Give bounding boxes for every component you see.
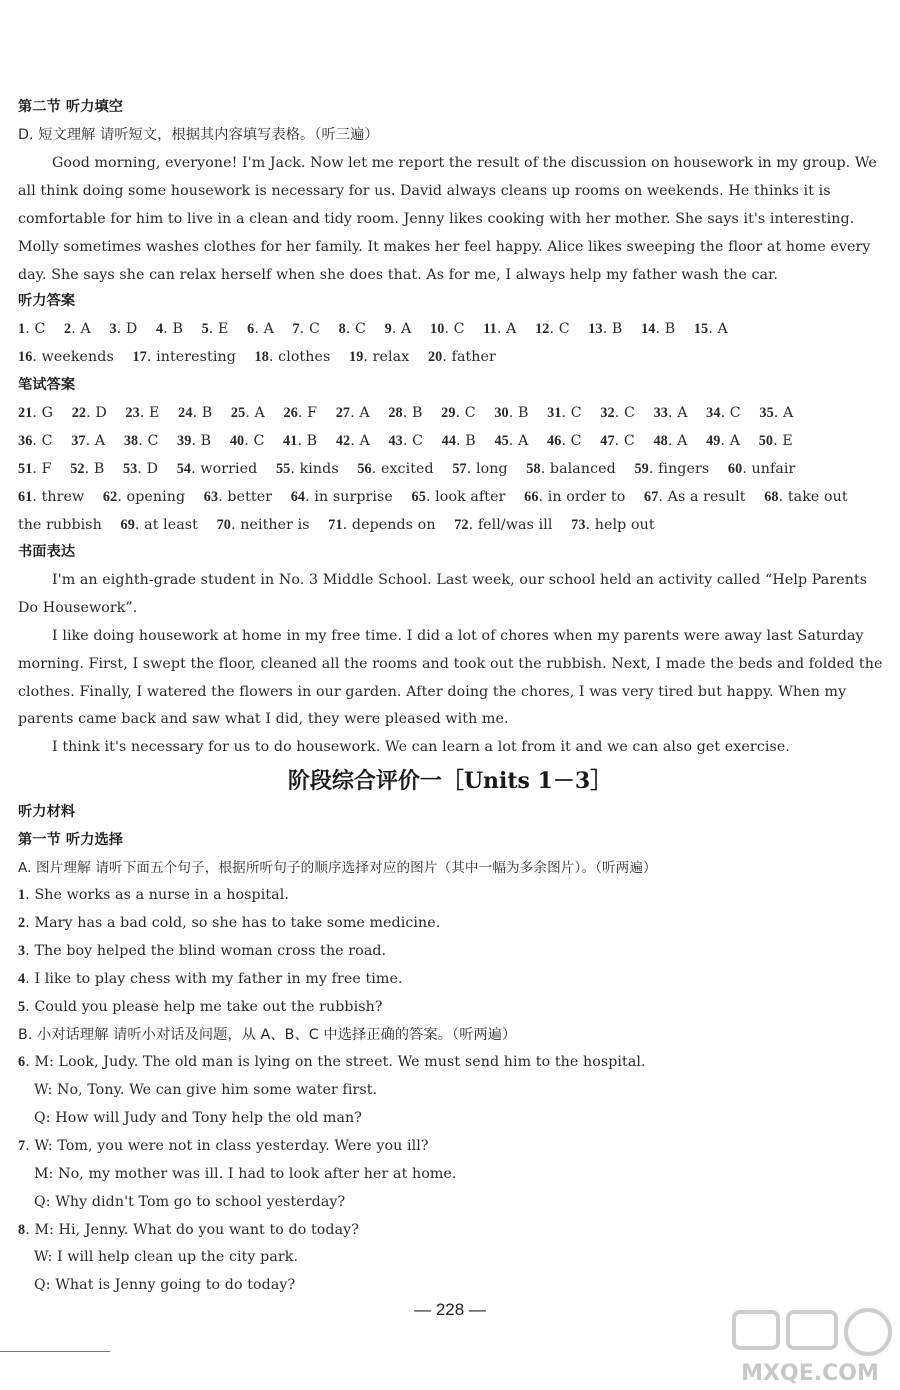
answer-number: 30 xyxy=(494,405,509,421)
answer-item: 31. C xyxy=(547,405,582,421)
passage-line: all think doing some housework is necessary for us. David always cleans up rooms on weekends. He thinks it is xyxy=(18,183,831,199)
answer-number: 32 xyxy=(600,405,615,421)
dialogue-line: M: No, my mother was ill. I had to look after her at home. xyxy=(34,1166,457,1182)
answer-value: threw xyxy=(41,489,85,505)
answer-value: C xyxy=(147,433,159,449)
answer-value: unfair xyxy=(751,461,796,477)
answer-value: C xyxy=(355,321,366,337)
answer-item: 48. A xyxy=(653,433,688,449)
writing-line: clothes. Finally, I watered the flowers in our garden. After doing the chores, I was very tired but happy. When my xyxy=(18,684,847,700)
answer-value: opening xyxy=(126,489,186,505)
answer-item: 18. clothes xyxy=(254,349,331,365)
answer-item: 11. A xyxy=(483,321,517,337)
answer-number: 14 xyxy=(641,321,656,337)
answer-value: F xyxy=(307,405,318,421)
answer-item: 1. C xyxy=(18,321,46,337)
answer-number: 37 xyxy=(71,433,86,449)
written-answers-heading: 笔试答案 xyxy=(18,377,76,393)
answer-value: take out xyxy=(787,489,848,505)
writing-line: I'm an eighth-grade student in No. 3 Middle School. Last week, our school held an activity called “Help Parents xyxy=(52,572,868,588)
answer-value: A xyxy=(677,405,688,421)
answer-row xyxy=(18,348,818,366)
answer-value: A xyxy=(783,405,794,421)
answer-value: worried xyxy=(200,461,258,477)
answer-number: 73 xyxy=(571,517,586,533)
answer-item: 49. A xyxy=(706,433,741,449)
answer-item: 68. take out xyxy=(764,489,848,505)
item-text: W: Tom, you were not in class yesterday. Were you ill? xyxy=(34,1138,429,1154)
answer-number: 23 xyxy=(125,405,140,421)
answer-value: A xyxy=(263,321,274,337)
answer-item: 40. C xyxy=(229,433,265,449)
answer-number: 50 xyxy=(758,433,774,449)
instruction-d: D. 短文理解 请听短文，根据其内容填写表格。（听三遍） xyxy=(18,127,379,143)
item-number: 6 xyxy=(18,1054,26,1070)
instruction-b: B. 小对话理解 请听小对话及问题，从 A、B、C 中选择正确的答案。（听两遍） xyxy=(18,1027,517,1043)
answer-number: 53 xyxy=(122,461,138,477)
answer-number: 1 xyxy=(18,321,26,337)
answer-number: 55 xyxy=(275,461,291,477)
answer-value: C xyxy=(558,321,570,337)
dialogue-question: Q: Why didn't Tom go to school yesterday? xyxy=(34,1194,346,1210)
answer-item: 53. D xyxy=(122,461,159,477)
dialogue-line: W: No, Tony. We can give him some water first. xyxy=(34,1082,378,1098)
item-text: Could you please help me take out the rubbish? xyxy=(34,999,383,1015)
answer-value: kinds xyxy=(299,461,339,477)
answer-value: E xyxy=(782,433,793,449)
answer-value: B xyxy=(411,405,423,421)
answer-number: 2 xyxy=(64,321,72,337)
answer-value: help out xyxy=(594,517,655,533)
answer-value: G xyxy=(41,405,54,421)
answer-item: 38. C xyxy=(123,433,159,449)
answer-number: 5 xyxy=(201,321,209,337)
sentence-item: 2. Mary has a bad cold, so she has to take some medicine. xyxy=(18,915,441,931)
answer-item: 44. B xyxy=(441,433,476,449)
answer-item: 21. G xyxy=(18,405,54,421)
passage-line: Good morning, everyone! I'm Jack. Now let me report the result of the discussion on housework in my group. We xyxy=(52,155,877,171)
page-number: 228 xyxy=(435,1300,465,1319)
answer-value: B xyxy=(93,461,105,477)
answer-item: 35. A xyxy=(759,405,794,421)
answer-number: 67 xyxy=(644,489,659,505)
answer-value: C xyxy=(623,405,635,421)
answer-value: A xyxy=(359,433,370,449)
answer-number: 4 xyxy=(156,321,164,337)
answer-number: 6 xyxy=(247,321,255,337)
answer-item: 45. A xyxy=(494,433,529,449)
answer-row xyxy=(18,516,818,534)
answer-number: 16 xyxy=(18,349,33,365)
answer-item: 47. C xyxy=(600,433,635,449)
answer-value: at least xyxy=(144,517,198,533)
answer-item: 64. in surprise xyxy=(290,489,393,505)
answer-row xyxy=(18,432,818,450)
answer-number: 72 xyxy=(454,517,469,533)
item-number: 5 xyxy=(18,999,26,1015)
answer-number: 21 xyxy=(18,405,33,421)
dialogue-question: Q: How will Judy and Tony help the old man? xyxy=(34,1110,362,1126)
answer-item xyxy=(18,517,102,533)
answer-item: 10. C xyxy=(430,321,465,337)
answer-number: 45 xyxy=(494,433,509,449)
answer-item: 26. F xyxy=(283,405,318,421)
answer-value: fell/was ill xyxy=(477,517,553,533)
answer-item: 43. C xyxy=(388,433,424,449)
dialogue-line: 8. M: Hi, Jenny. What do you want to do today? xyxy=(18,1222,359,1238)
answer-value: F xyxy=(41,461,52,477)
answer-value: A xyxy=(677,433,688,449)
passage-line: Molly sometimes washes clothes for her family. It makes her feel happy. Alice likes sweeping the floor at home every xyxy=(18,239,871,255)
answer-value: A xyxy=(80,321,91,337)
answer-number: 40 xyxy=(229,433,245,449)
answer-number: 43 xyxy=(388,433,403,449)
materials-heading: 听力材料 xyxy=(18,804,76,820)
answer-number: 20 xyxy=(427,349,443,365)
answer-item: 37. A xyxy=(71,433,106,449)
answer-value: weekends xyxy=(41,349,114,365)
answer-number: 22 xyxy=(71,405,87,421)
footer-dash: — xyxy=(468,1300,486,1319)
answer-value: A xyxy=(94,433,106,449)
answer-value: C xyxy=(570,405,582,421)
answer-value: in surprise xyxy=(314,489,393,505)
answer-value: C xyxy=(253,433,265,449)
answer-number: 13 xyxy=(588,321,603,337)
answer-item: 57. long xyxy=(452,461,508,477)
answer-item: 73. help out xyxy=(571,517,655,533)
answer-value: A xyxy=(359,405,370,421)
answer-number: 35 xyxy=(759,405,774,421)
answer-number: 44 xyxy=(441,433,457,449)
answer-row xyxy=(18,488,848,506)
answer-value: depends on xyxy=(351,517,436,533)
answer-item: 70. neither is xyxy=(216,517,310,533)
answer-number: 26 xyxy=(283,405,298,421)
sentence-item: 5. Could you please help me take out the rubbish? xyxy=(18,999,383,1015)
answer-item: 54. worried xyxy=(176,461,258,477)
answer-value: B xyxy=(306,433,318,449)
answer-value: B xyxy=(664,321,676,337)
sentence-item: 1. She works as a nurse in a hospital. xyxy=(18,887,289,903)
answer-value: C xyxy=(34,321,46,337)
answer-value: neither is xyxy=(240,517,310,533)
answer-value: clothes xyxy=(278,349,331,365)
answer-number: 60 xyxy=(727,461,743,477)
answer-value: look after xyxy=(435,489,506,505)
answer-item: 58. balanced xyxy=(526,461,616,477)
answer-number: 64 xyxy=(290,489,306,505)
passage-line: comfortable for him to live in a clean and tidy room. Jenny likes cooking with her mother. She says it's interesting. xyxy=(18,211,855,227)
writing-line: parents came back and saw what I did, they were pleased with me. xyxy=(18,711,509,727)
answer-value: interesting xyxy=(156,349,236,365)
answer-item: 2. A xyxy=(64,321,91,337)
answer-number: 54 xyxy=(176,461,192,477)
answer-item: 69. at least xyxy=(120,517,198,533)
watermark-logo xyxy=(728,1302,893,1386)
answer-item: 16. weekends xyxy=(18,349,114,365)
answer-value: the rubbish xyxy=(18,517,102,533)
answer-value: A xyxy=(254,405,265,421)
answer-item: 14. B xyxy=(641,321,676,337)
answer-item: 6. A xyxy=(247,321,274,337)
answer-item: 39. B xyxy=(177,433,212,449)
answer-number: 46 xyxy=(547,433,562,449)
answer-item: 27. A xyxy=(335,405,370,421)
answer-value: C xyxy=(41,433,53,449)
answer-value: B xyxy=(465,433,476,449)
answer-item: 20. father xyxy=(427,349,496,365)
answer-number: 47 xyxy=(600,433,615,449)
item-number: 4 xyxy=(18,971,26,987)
section-heading-2: 第二节 听力填空 xyxy=(18,99,124,115)
instruction-a: A. 图片理解 请听下面五个句子，根据所听句子的顺序选择对应的图片（其中一幅为多余图片）。（听两遍） xyxy=(18,860,657,876)
answer-number: 34 xyxy=(706,405,721,421)
answer-number: 8 xyxy=(338,321,346,337)
answer-number: 12 xyxy=(535,321,550,337)
item-text: M: Look, Judy. The old man is lying on the street. We must send him to the hospital. xyxy=(34,1054,646,1070)
answer-number: 52 xyxy=(70,461,85,477)
answer-value: B xyxy=(172,321,183,337)
answer-number: 62 xyxy=(102,489,118,505)
answer-number: 41 xyxy=(283,433,298,449)
answer-number: 29 xyxy=(441,405,456,421)
answer-number: 33 xyxy=(653,405,668,421)
answer-item: 52. B xyxy=(70,461,105,477)
answer-value: B xyxy=(517,405,529,421)
answer-item: 56. excited xyxy=(357,461,434,477)
answer-number: 68 xyxy=(764,489,779,505)
answer-item: 67. As a result xyxy=(644,489,746,505)
answer-value: A xyxy=(401,321,412,337)
answer-number: 59 xyxy=(634,461,649,477)
sentence-item: 4. I like to play chess with my father in my free time. xyxy=(18,971,403,987)
answer-value: better xyxy=(227,489,273,505)
answer-row xyxy=(18,404,818,422)
answer-row xyxy=(18,320,818,338)
item-text: Mary has a bad cold, so she has to take some medicine. xyxy=(34,915,441,931)
answer-value: C xyxy=(623,433,635,449)
answer-item: 55. kinds xyxy=(275,461,339,477)
answer-item: 34. C xyxy=(706,405,741,421)
answer-item: 50. E xyxy=(758,433,793,449)
answer-item: 9. A xyxy=(384,321,412,337)
answer-item: 23. E xyxy=(125,405,160,421)
answer-value: relax xyxy=(372,349,410,365)
answer-number: 7 xyxy=(292,321,300,337)
answer-item: 46. C xyxy=(547,433,582,449)
answer-item: 66. in order to xyxy=(524,489,626,505)
answer-number: 51 xyxy=(18,461,33,477)
answer-item: 59. fingers xyxy=(634,461,710,477)
writing-line: I think it's necessary for us to do housework. We can learn a lot from it and we can also get exercise. xyxy=(52,739,790,755)
answer-number: 36 xyxy=(18,433,33,449)
answer-row xyxy=(18,460,818,478)
answer-item: 12. C xyxy=(535,321,570,337)
answer-item: 36. C xyxy=(18,433,53,449)
answer-item: 41. B xyxy=(283,433,318,449)
answer-item: 29. C xyxy=(441,405,476,421)
answer-item: 3. D xyxy=(109,321,138,337)
answer-number: 27 xyxy=(335,405,351,421)
answer-item: 71. depends on xyxy=(328,517,436,533)
bottom-rule xyxy=(0,1351,110,1352)
section-heading-1: 第一节 听力选择 xyxy=(18,832,124,848)
answer-value: D xyxy=(95,405,107,421)
answer-number: 10 xyxy=(430,321,445,337)
item-text: I like to play chess with my father in my free time. xyxy=(34,971,403,987)
writing-line: morning. First, I swept the floor, cleaned all the rooms and took out the rubbish. Next, I made the beds and folded the xyxy=(18,656,883,672)
answer-value: in order to xyxy=(547,489,626,505)
dialogue-line: 7. W: Tom, you were not in class yesterday. Were you ill? xyxy=(18,1138,429,1154)
answer-number: 25 xyxy=(230,405,246,421)
answer-value: C xyxy=(308,321,320,337)
footer-dash: — xyxy=(414,1300,432,1319)
answer-value: A xyxy=(518,433,529,449)
answer-item: 51. F xyxy=(18,461,52,477)
answer-value: balanced xyxy=(549,461,616,477)
unit-title: 阶段综合评价一［Units 1－3］ xyxy=(287,768,613,794)
answer-value: fingers xyxy=(658,461,710,477)
answer-item: 65. look after xyxy=(411,489,506,505)
answer-number: 15 xyxy=(693,321,709,337)
answer-number: 69 xyxy=(120,517,135,533)
answer-number: 17 xyxy=(132,349,147,365)
answer-number: 9 xyxy=(384,321,392,337)
answer-number: 48 xyxy=(653,433,668,449)
writing-line: Do Housework”. xyxy=(18,600,138,616)
answer-value: C xyxy=(570,433,582,449)
answer-number: 11 xyxy=(483,321,497,337)
answer-number: 28 xyxy=(388,405,403,421)
answer-item: 42. A xyxy=(335,433,370,449)
answer-value: B xyxy=(200,433,212,449)
answer-number: 66 xyxy=(524,489,539,505)
answer-number: 3 xyxy=(109,321,117,337)
answer-value: long xyxy=(475,461,508,477)
answer-item: 8. C xyxy=(338,321,366,337)
answer-number: 57 xyxy=(452,461,467,477)
answer-item: 15. A xyxy=(693,321,728,337)
answer-item: 22. D xyxy=(71,405,107,421)
listening-answers-heading: 听力答案 xyxy=(18,293,76,309)
item-number: 3 xyxy=(18,943,26,959)
answer-number: 70 xyxy=(216,517,231,533)
dialogue-question: Q: What is Jenny going to do today? xyxy=(34,1277,296,1293)
answer-value: As a result xyxy=(667,489,746,505)
item-number: 2 xyxy=(18,915,26,931)
item-text: She works as a nurse in a hospital. xyxy=(34,887,289,903)
dialogue-line: W: I will help clean up the city park. xyxy=(34,1249,299,1265)
answer-item: 61. threw xyxy=(18,489,85,505)
answer-item: 28. B xyxy=(388,405,423,421)
answer-number: 42 xyxy=(335,433,351,449)
item-text: The boy helped the blind woman cross the road. xyxy=(34,943,387,959)
passage-line: day. She says she can relax herself when she does that. As for me, I always help my father wash the car. xyxy=(18,267,779,283)
answer-item: 32. C xyxy=(600,405,635,421)
answer-item: 33. A xyxy=(653,405,688,421)
answer-number: 63 xyxy=(203,489,219,505)
answer-number: 24 xyxy=(178,405,193,421)
answer-value: C xyxy=(453,321,465,337)
answer-value: D xyxy=(125,321,138,337)
answer-value: father xyxy=(451,349,496,365)
answer-item: 19. relax xyxy=(349,349,410,365)
answer-value: C xyxy=(412,433,424,449)
answer-number: 18 xyxy=(254,349,269,365)
answer-item: 13. B xyxy=(588,321,623,337)
answer-value: E xyxy=(218,321,229,337)
writing-heading: 书面表达 xyxy=(18,544,76,560)
answer-item: 7. C xyxy=(292,321,320,337)
answer-item: 4. B xyxy=(156,321,183,337)
answer-number: 58 xyxy=(526,461,541,477)
answer-item: 25. A xyxy=(230,405,265,421)
answer-number: 71 xyxy=(328,517,343,533)
watermark-text: MXQE.COM xyxy=(741,1361,879,1386)
answer-value: excited xyxy=(380,461,434,477)
answer-value: E xyxy=(149,405,160,421)
item-text: M: Hi, Jenny. What do you want to do today? xyxy=(34,1222,359,1238)
item-number: 7 xyxy=(18,1138,26,1154)
answer-number: 31 xyxy=(547,405,562,421)
answer-item: 60. unfair xyxy=(727,461,796,477)
writing-line: I like doing housework at home in my free time. I did a lot of chores when my parents were away last Saturday xyxy=(52,628,864,644)
answer-item: 5. E xyxy=(201,321,229,337)
answer-number: 56 xyxy=(357,461,372,477)
answer-value: B xyxy=(611,321,623,337)
answer-value: A xyxy=(729,433,741,449)
answer-item: 62. opening xyxy=(102,489,186,505)
answer-number: 65 xyxy=(411,489,426,505)
answer-item: 30. B xyxy=(494,405,529,421)
answer-value: D xyxy=(146,461,159,477)
item-number: 8 xyxy=(18,1222,26,1238)
answer-number: 38 xyxy=(123,433,139,449)
answer-item: 72. fell/was ill xyxy=(454,517,553,533)
answer-value: A xyxy=(506,321,517,337)
answer-value: C xyxy=(464,405,476,421)
answer-number: 49 xyxy=(706,433,721,449)
answer-value: C xyxy=(729,405,741,421)
answer-item: 17. interesting xyxy=(132,349,236,365)
dialogue-line: 6. M: Look, Judy. The old man is lying on the street. We must send him to the hospital. xyxy=(18,1054,646,1070)
answer-value: B xyxy=(201,405,213,421)
answer-value: A xyxy=(717,321,728,337)
answer-number: 19 xyxy=(349,349,364,365)
answer-number: 39 xyxy=(177,433,192,449)
answer-item: 24. B xyxy=(178,405,213,421)
answer-number: 61 xyxy=(18,489,33,505)
item-number: 1 xyxy=(18,887,26,903)
sentence-item: 3. The boy helped the blind woman cross the road. xyxy=(18,943,387,959)
answer-item: 63. better xyxy=(203,489,273,505)
